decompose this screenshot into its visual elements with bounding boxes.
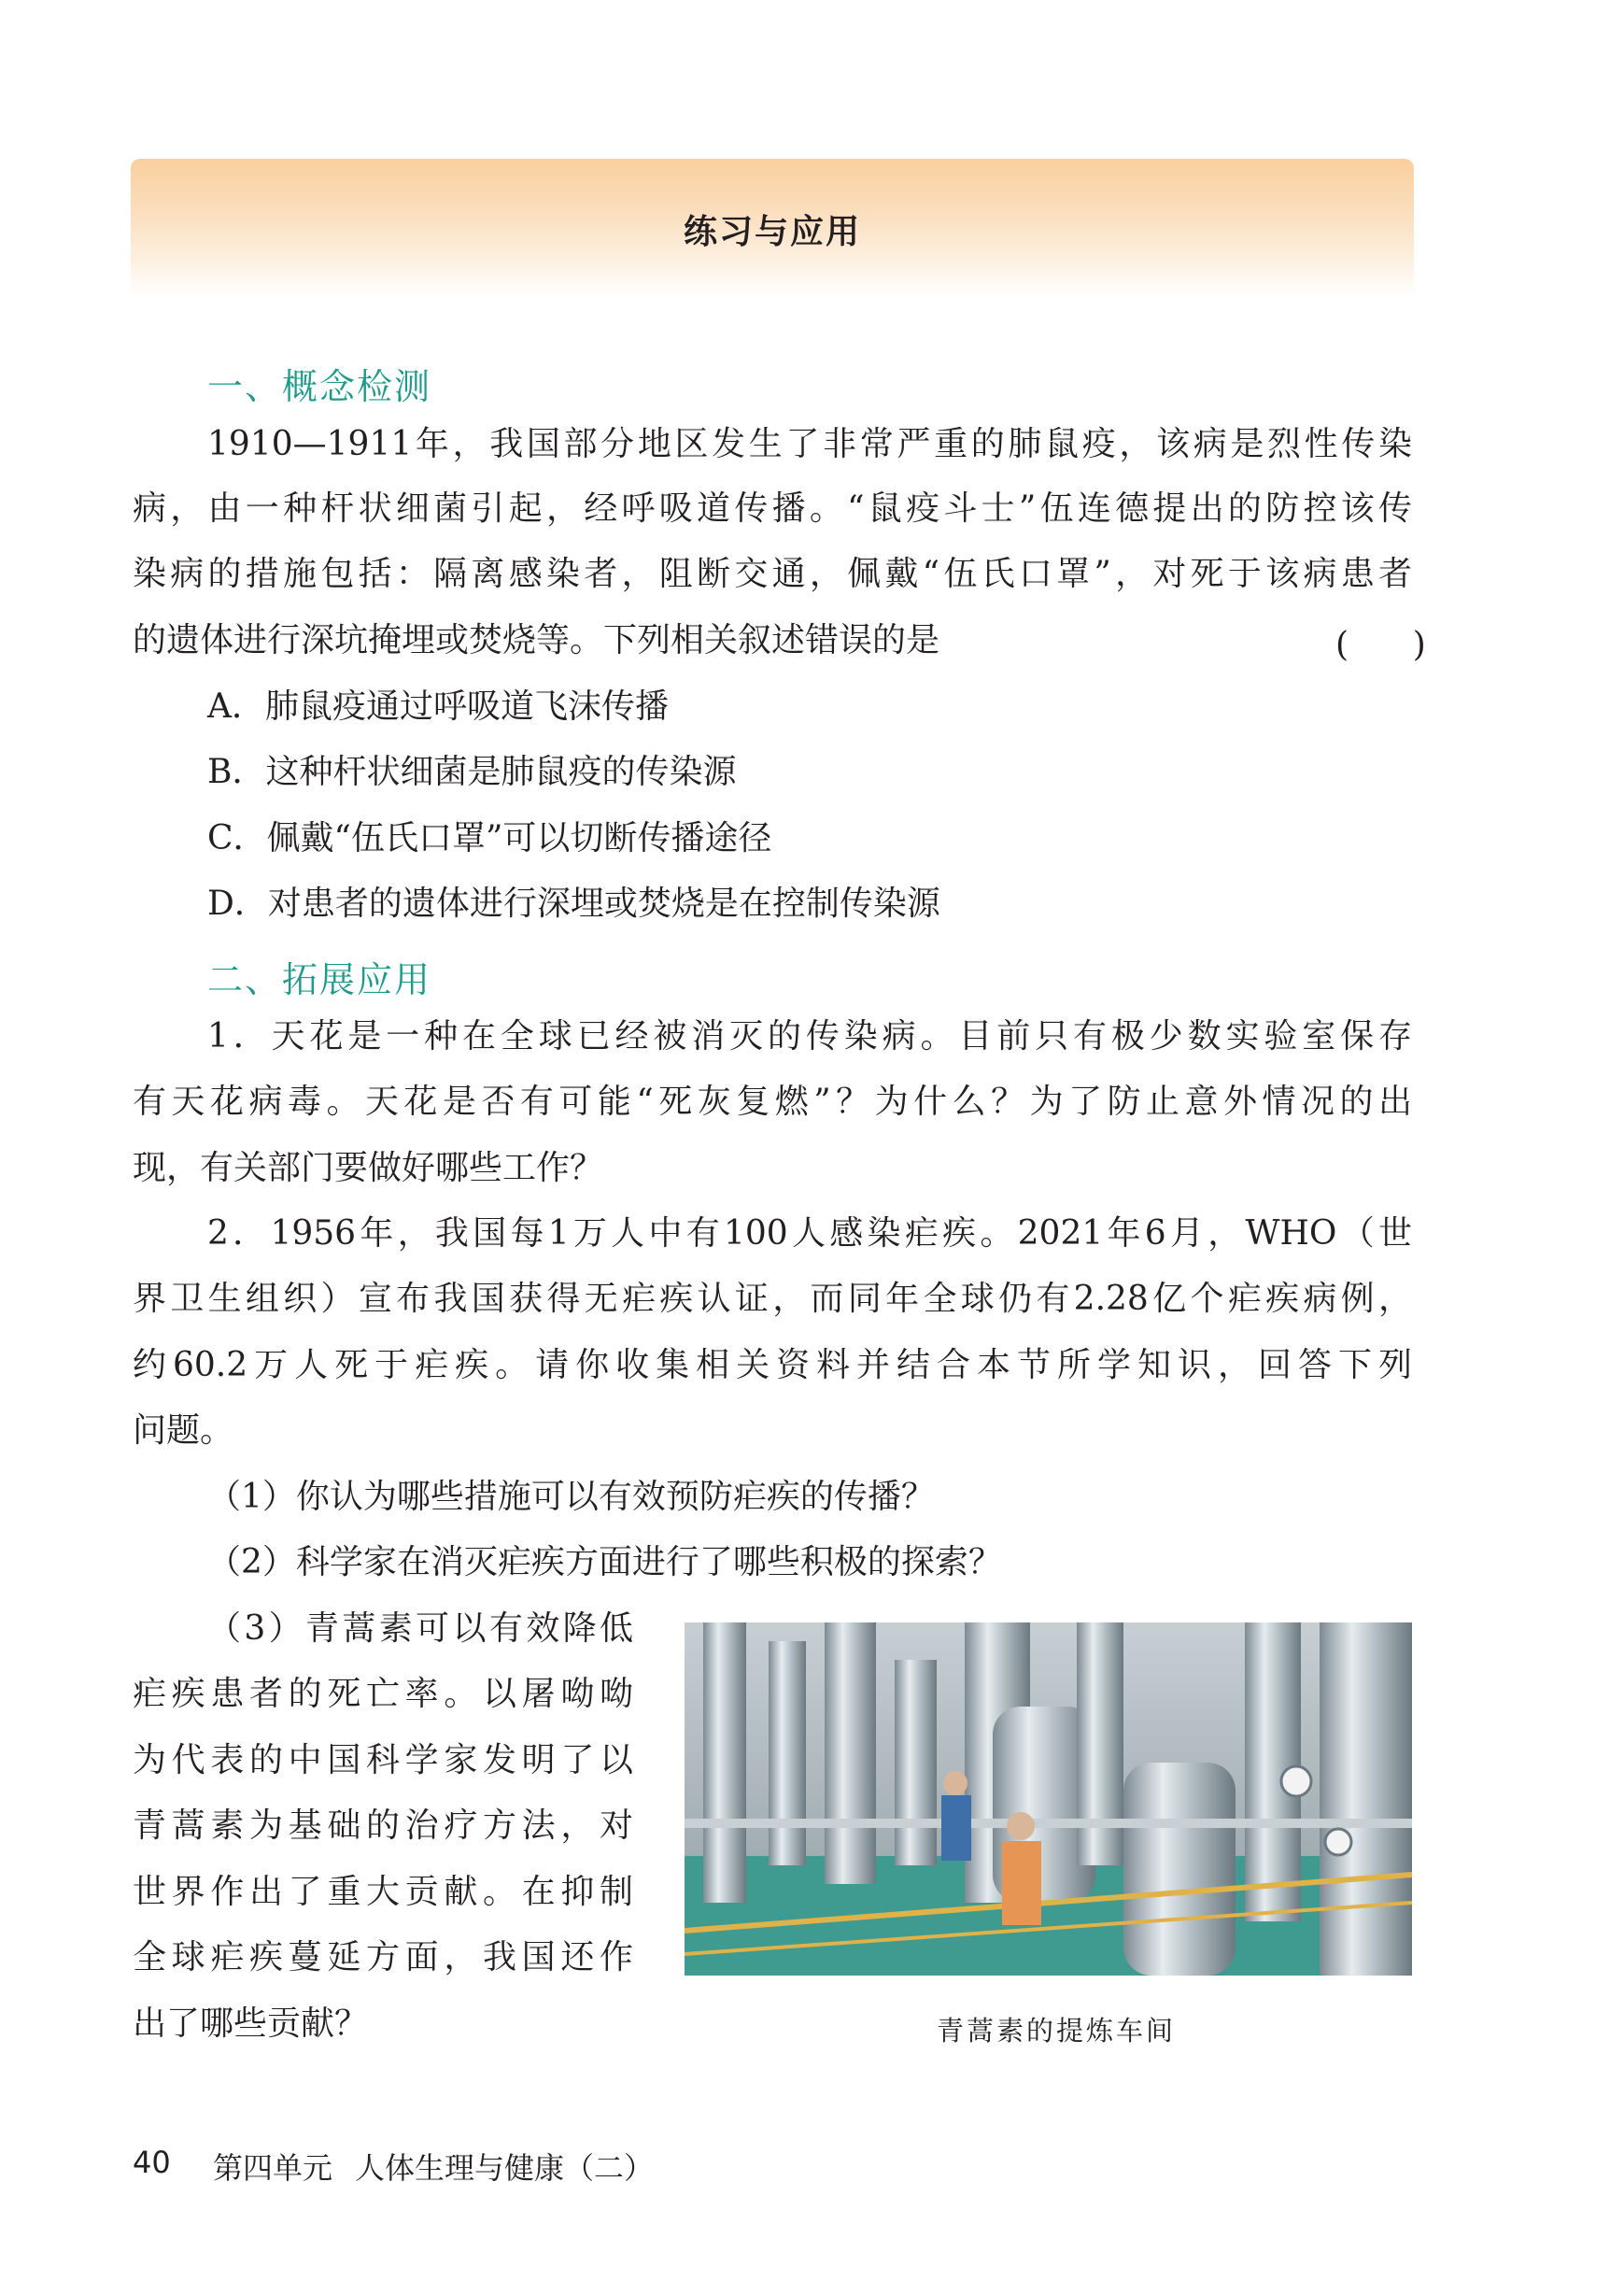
question-1-line: 1．天花是一种在全球已经被消灭的传染病。目前只有极少数实验室保存: [207, 1017, 1412, 1055]
paragraph-line: 1910—1911年，我国部分地区发生了非常严重的肺鼠疫，该病是烈性传染: [207, 425, 1412, 463]
option-a: A．肺鼠疫通过呼吸道飞沫传播: [207, 687, 669, 726]
paragraph-line: 的遗体进行深坑掩埋或焚烧等。下列相关叙述错误的是: [133, 621, 940, 659]
sub-question-1: （1）你认为哪些措施可以有效预防疟疾的传播？: [207, 1478, 935, 1516]
answer-blank: ( ): [1335, 626, 1426, 664]
option-d: D．对患者的遗体进行深埋或焚烧是在控制传染源: [207, 885, 940, 923]
sub-question-3-line: 青蒿素为基础的治疗方法，对: [133, 1806, 633, 1845]
page-number: 40: [133, 2145, 171, 2180]
question-1-line: 现，有关部门要做好哪些工作？: [133, 1149, 604, 1187]
paragraph-line: 病，由一种杆状细菌引起，经呼吸道传播。“鼠疫斗士”伍连德提出的防控该传: [133, 489, 1412, 528]
question-2-line: 约60.2万人死于疟疾。请你收集相关资料并结合本节所学知识，回答下列: [133, 1346, 1412, 1384]
question-1-line: 有天花病毒。天花是否有可能“死灰复燃”？为什么？为了防止意外情况的出: [133, 1083, 1412, 1121]
option-c: C．佩戴“伍氏口罩”可以切断传播途径: [207, 819, 772, 857]
option-b: B．这种杆状细菌是肺鼠疫的传染源: [207, 753, 737, 791]
page-title: 练习与应用: [683, 213, 861, 251]
sub-question-3-line: 疟疾患者的死亡率。以屠呦呦: [133, 1675, 633, 1713]
question-2-line: 2．1956年，我国每1万人中有100人感染疟疾。2021年6月，WHO（世: [207, 1214, 1412, 1253]
section-heading-extended-application: 二、拓展应用: [207, 959, 432, 1000]
sub-question-3-line: 世界作出了重大贡献。在抑制: [133, 1873, 633, 1911]
section-heading-concept-check: 一、概念检测: [207, 366, 432, 407]
question-2-line: 界卫生组织）宣布我国获得无疟疾认证，而同年全球仍有2.28亿个疟疾病例，: [133, 1280, 1412, 1318]
sub-question-3-line: 出了哪些贡献？: [133, 2005, 369, 2043]
sub-question-3-line: （3）青蒿素可以有效降低: [207, 1609, 633, 1648]
figure-caption: 青蒿素的提炼车间: [937, 2015, 1177, 2047]
artemisinin-workshop-photo: [685, 1622, 1412, 1976]
sub-question-3-line: 为代表的中国科学家发明了以: [133, 1741, 633, 1779]
footer-unit: 第四单元: [213, 2150, 333, 2186]
question-2-line: 问题。: [133, 1411, 234, 1450]
sub-question-2: （2）科学家在消灭疟疾方面进行了哪些积极的探索？: [207, 1543, 1002, 1581]
paragraph-line: 染病的措施包括：隔离感染者，阻断交通，佩戴“伍氏口罩”，对死于该病患者: [133, 555, 1412, 593]
title-banner: [131, 159, 1414, 297]
sub-question-3-line: 全球疟疾蔓延方面，我国还作: [133, 1938, 633, 1976]
footer-unit-title: 人体生理与健康（二）: [355, 2150, 655, 2186]
